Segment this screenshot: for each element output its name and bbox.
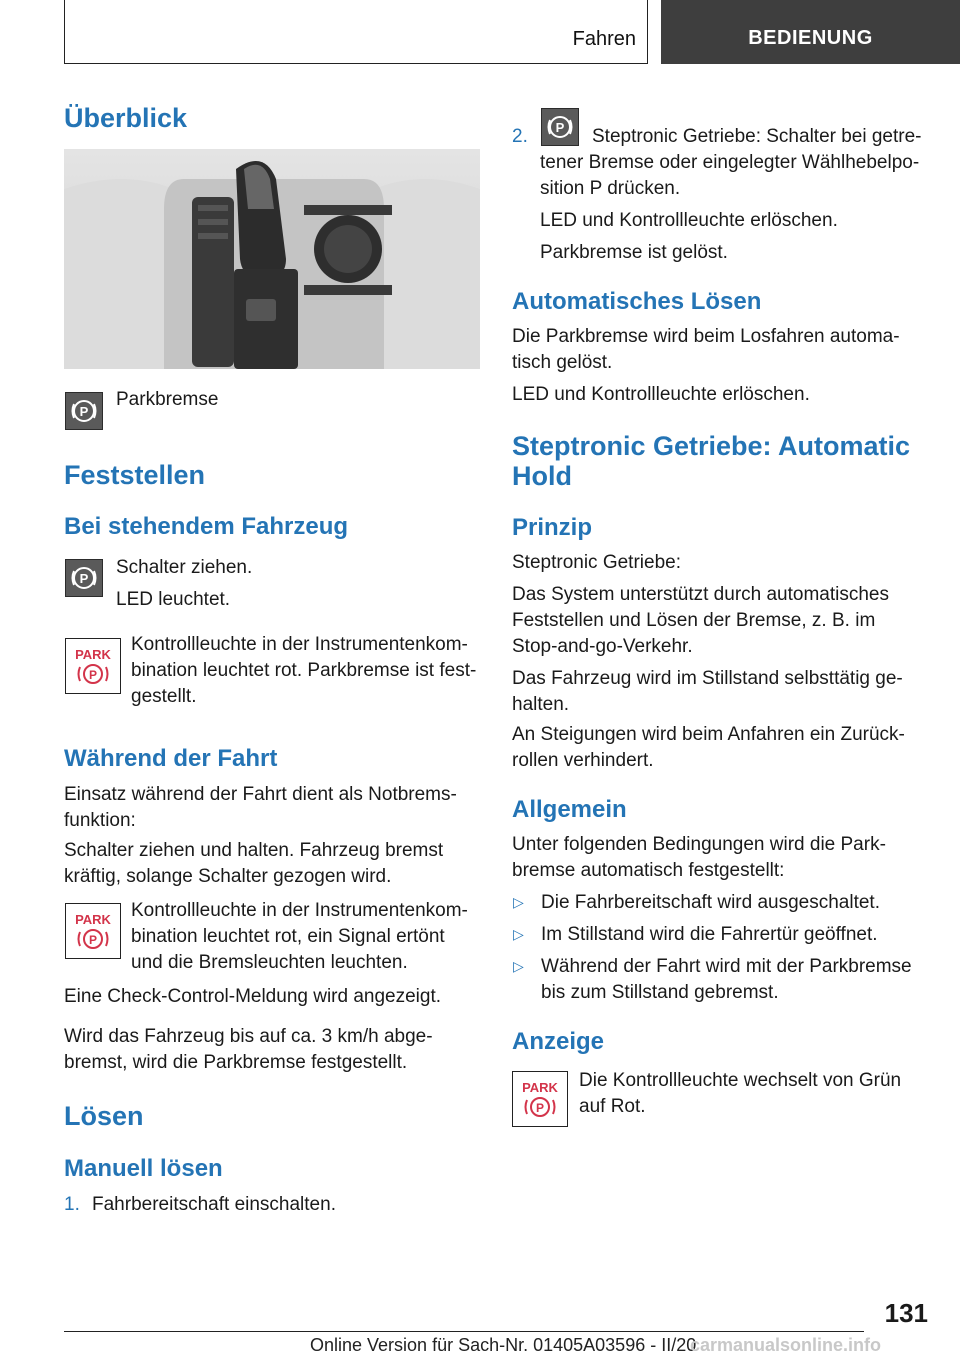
svg-text:P: P (88, 668, 98, 682)
paragraph: Die Parkbremse wird beim Losfahren automa- (512, 326, 900, 347)
header-section-title: Fahren (572, 28, 636, 50)
paragraph: Schalter ziehen und halten. Fahrzeug bremst (64, 840, 444, 861)
watermark: carmanualsonline.info (690, 1335, 882, 1355)
svg-text:P: P (535, 1101, 545, 1115)
paragraph: LED und Kontrollleuchte erlöschen. (540, 210, 838, 231)
paragraph: LED und Kontrollleuchte erlöschen. (512, 384, 810, 405)
step-text: tener Bremse oder eingelegter Wählhebelpo- (540, 152, 920, 173)
paragraph: Unter folgenden Bedingungen wird die Park- (512, 834, 886, 855)
heading-automatic-hold: Hold (512, 461, 572, 491)
list-item: Die Fahrbereitschaft wird ausgeschaltet. (541, 892, 880, 913)
step-number: 2. (512, 126, 528, 147)
header-tab-bedienung: BEDIENUNG (661, 0, 960, 64)
paragraph: auf Rot. (579, 1096, 646, 1117)
paragraph: Einsatz während der Fahrt dient als Notbrems- (64, 784, 457, 805)
paragraph: bination leuchtet rot, ein Signal ertönt (131, 926, 445, 947)
park-warning-light-icon (512, 1071, 568, 1127)
center-console-photo (64, 149, 480, 369)
subheading-automatisches-loesen: Automatisches Lösen (512, 288, 762, 315)
paragraph: bination leuchtet rot. Parkbremse ist fest- (131, 660, 477, 681)
parking-brake-switch-icon (65, 559, 103, 597)
heading-automatic-hold: Steptronic Getriebe: Automatic (512, 431, 911, 461)
list-item: Während der Fahrt wird mit der Parkbremse (541, 956, 912, 977)
svg-text:PARK: PARK (75, 912, 111, 927)
paragraph: gestellt. (131, 686, 197, 707)
svg-text:PARK: PARK (75, 647, 111, 662)
subheading-anzeige: Anzeige (512, 1028, 605, 1055)
paragraph: Steptronic Getriebe: (512, 552, 681, 573)
paragraph: kräftig, solange Schalter gezogen wird. (64, 866, 392, 887)
step-number: 1. (64, 1194, 80, 1215)
paragraph: Feststellen und Lösen der Bremse, z. B. im (512, 610, 876, 631)
paragraph: Das Fahrzeug wird im Stillstand selbsttätig ge- (512, 668, 903, 689)
heading-loesen: Lösen (64, 1101, 144, 1131)
paragraph: Stop-and-go-Verkehr. (512, 636, 693, 657)
paragraph: und die Bremsleuchten leuchten. (131, 952, 408, 973)
paragraph: halten. (512, 694, 570, 715)
park-warning-light-icon (65, 638, 121, 694)
step-text: sition P drücken. (540, 178, 681, 199)
paragraph: Eine Check-Control-Meldung wird angezeigt. (64, 986, 442, 1007)
paragraph: An Steigungen wird beim Anfahren ein Zurück- (512, 724, 905, 745)
heading-ueberblick: Überblick (64, 103, 188, 133)
paragraph: Wird das Fahrzeug bis auf ca. 3 km/h abge- (64, 1026, 433, 1047)
park-warning-light-icon (65, 903, 121, 959)
parkbremse-label: Parkbremse (116, 389, 219, 410)
heading-feststellen: Feststellen (64, 460, 206, 490)
footer-online-version: Online Version für Sach-Nr. 01405A03596 - II/20 (310, 1335, 697, 1355)
parking-brake-switch-icon (65, 392, 103, 430)
paragraph: Kontrollleuchte in der Instrumentenkom- (131, 634, 468, 655)
list-item: bis zum Stillstand gebremst. (541, 982, 779, 1003)
paragraph: bremse automatisch festgestellt: (512, 860, 785, 881)
subheading-prinzip: Prinzip (512, 514, 593, 541)
list-item: Im Stillstand wird die Fahrertür geöffnet. (541, 924, 878, 945)
paragraph: tisch gelöst. (512, 352, 613, 373)
page-number: 131 (884, 1298, 928, 1328)
step-text: Fahrbereitschaft einschalten. (92, 1194, 336, 1215)
paragraph: bremst, wird die Parkbremse festgestellt. (64, 1052, 408, 1073)
paragraph: LED leuchtet. (116, 589, 231, 610)
paragraph: Die Kontrollleuchte wechselt von Grün (579, 1070, 902, 1091)
svg-text:P: P (79, 571, 89, 586)
subheading-allgemein: Allgemein (512, 796, 627, 823)
bullet-triangle-icon: ▷ (513, 926, 524, 942)
svg-text:P: P (88, 933, 98, 947)
paragraph: funktion: (64, 810, 136, 831)
bullet-triangle-icon: ▷ (513, 958, 524, 974)
paragraph: Kontrollleuchte in der Instrumentenkom- (131, 900, 468, 921)
svg-text:P: P (79, 404, 89, 419)
paragraph: Parkbremse ist gelöst. (540, 242, 728, 263)
subheading-stehendem-fahrzeug: Bei stehendem Fahrzeug (64, 513, 349, 540)
paragraph: rollen verhindert. (512, 750, 654, 771)
paragraph: Das System unterstützt durch automatisches (512, 584, 889, 605)
bullet-triangle-icon: ▷ (513, 894, 524, 910)
paragraph: Schalter ziehen. (116, 557, 253, 578)
svg-text:P: P (555, 120, 565, 135)
svg-text:PARK: PARK (522, 1080, 558, 1095)
subheading-manuell-loesen: Manuell lösen (64, 1155, 223, 1182)
parking-brake-switch-icon (541, 108, 579, 146)
footer-divider (64, 1331, 864, 1332)
step-text: Steptronic Getriebe: Schalter bei getre- (592, 126, 922, 147)
subheading-waehrend-der-fahrt: Während der Fahrt (64, 745, 278, 772)
